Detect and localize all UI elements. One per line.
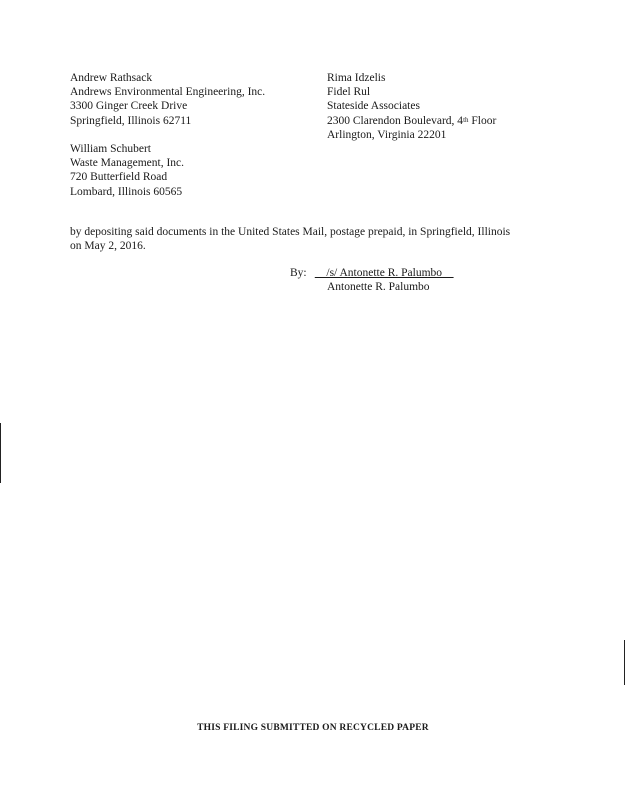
address-block-idzelis xyxy=(327,71,496,142)
by-label: By: xyxy=(290,267,307,279)
recipient-city: Arlington, Virginia 22201 xyxy=(327,128,447,141)
floor-superscript: th xyxy=(463,115,469,124)
signature-block xyxy=(290,266,454,294)
paragraph-line-2: on May 2, 2016. xyxy=(70,240,146,253)
scan-edge-mark-right xyxy=(624,640,625,685)
recycled-paper-footer: THIS FILING SUBMITTED ON RECYCLED PAPER xyxy=(197,723,429,733)
paragraph-line-1: by depositing said documents in the United States Mail, postage prepaid, in Springfield, Illinois xyxy=(70,226,511,238)
recipient-street xyxy=(327,114,496,128)
recipient-street: 720 Butterfield Road xyxy=(70,171,168,184)
recipient-name: Andrew Rathsack xyxy=(70,72,153,84)
electronic-signature: __/s/ Antonette R. Palumbo__ xyxy=(314,267,454,279)
printed-name: Antonette R. Palumbo xyxy=(327,281,430,294)
recipient-city: Springfield, Illinois 62711 xyxy=(70,114,192,127)
street-prefix: 2300 Clarendon Boulevard, 4 xyxy=(327,114,464,127)
recipient-street: 3300 Ginger Creek Drive xyxy=(70,100,188,113)
recipient-company: Stateside Associates xyxy=(327,100,420,113)
recipient-company: Waste Management, Inc. xyxy=(70,157,185,170)
recipient-name: Rima Idzelis xyxy=(327,72,386,84)
recipient-name-2: Fidel Rul xyxy=(327,86,371,99)
scan-edge-mark-left xyxy=(0,423,1,483)
address-block-schubert xyxy=(70,142,184,199)
street-suffix: Floor xyxy=(468,114,497,127)
recipient-city: Lombard, Illinois 60565 xyxy=(70,185,183,198)
recipient-company: Andrews Environmental Engineering, Inc. xyxy=(70,86,266,99)
recipient-name: William Schubert xyxy=(70,143,151,155)
service-paragraph xyxy=(70,225,550,254)
address-block-rathsack xyxy=(70,71,265,128)
